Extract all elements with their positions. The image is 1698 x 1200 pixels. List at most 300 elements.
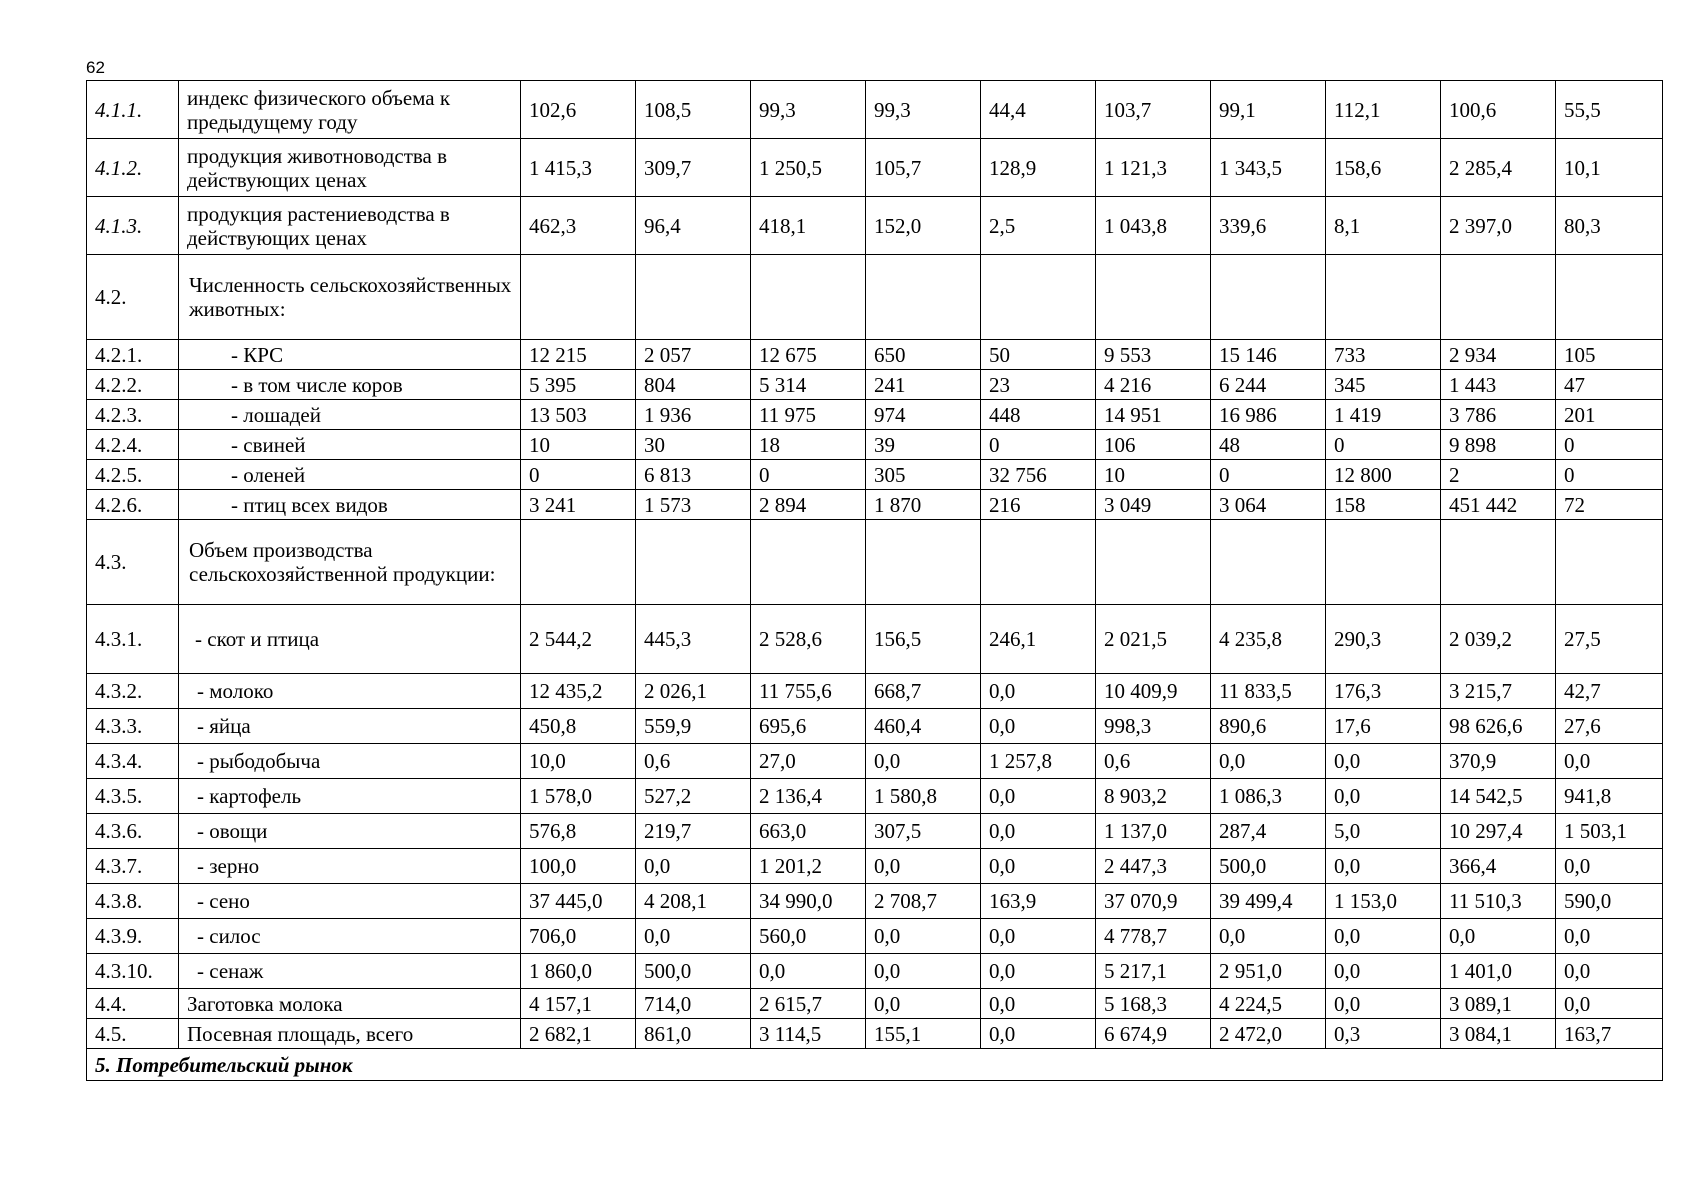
value-cell: 2 544,2 xyxy=(521,605,636,674)
value-cell: 418,1 xyxy=(751,197,866,255)
value-cell: 560,0 xyxy=(751,919,866,954)
row-code: 4.1.1. xyxy=(87,81,179,139)
value-cell: 2 615,7 xyxy=(751,989,866,1019)
table-row xyxy=(87,849,1663,884)
row-code: 4.3. xyxy=(87,520,179,605)
value-cell: 96,4 xyxy=(636,197,751,255)
row-code: 4.4. xyxy=(87,989,179,1019)
row-label: - картофель xyxy=(179,779,521,814)
value-cell: 0,0 xyxy=(636,919,751,954)
value-cell: 11 755,6 xyxy=(751,674,866,709)
value-cell: 14 951 xyxy=(1096,400,1211,430)
value-cell xyxy=(1441,255,1556,340)
value-cell xyxy=(1096,255,1211,340)
row-code: 4.2.4. xyxy=(87,430,179,460)
table-row xyxy=(87,340,1663,370)
value-cell: 2 447,3 xyxy=(1096,849,1211,884)
value-cell: 0,0 xyxy=(1326,849,1441,884)
value-cell: 0 xyxy=(1556,430,1663,460)
value-cell: 706,0 xyxy=(521,919,636,954)
value-cell: 219,7 xyxy=(636,814,751,849)
table-row xyxy=(87,81,1663,139)
value-cell: 27,6 xyxy=(1556,709,1663,744)
value-cell: 1 503,1 xyxy=(1556,814,1663,849)
value-cell: 106 xyxy=(1096,430,1211,460)
row-label: - скот и птица xyxy=(179,605,521,674)
row-code: 4.2.6. xyxy=(87,490,179,520)
value-cell: 163,9 xyxy=(981,884,1096,919)
table-row xyxy=(87,430,1663,460)
value-cell: 37 070,9 xyxy=(1096,884,1211,919)
value-cell xyxy=(1326,255,1441,340)
value-cell: 0,0 xyxy=(981,709,1096,744)
value-cell: 890,6 xyxy=(1211,709,1326,744)
value-cell: 2 682,1 xyxy=(521,1019,636,1049)
value-cell xyxy=(521,520,636,605)
table-row xyxy=(87,460,1663,490)
value-cell: 11 833,5 xyxy=(1211,674,1326,709)
value-cell: 27,0 xyxy=(751,744,866,779)
value-cell: 1 419 xyxy=(1326,400,1441,430)
row-code: 4.3.1. xyxy=(87,605,179,674)
row-label: Заготовка молока xyxy=(179,989,521,1019)
value-cell: 0 xyxy=(981,430,1096,460)
value-cell: 11 975 xyxy=(751,400,866,430)
value-cell xyxy=(751,255,866,340)
row-label: продукция растениеводства в действующих ценах xyxy=(179,197,521,255)
value-cell: 1 201,2 xyxy=(751,849,866,884)
value-cell: 16 986 xyxy=(1211,400,1326,430)
value-cell: 12 675 xyxy=(751,340,866,370)
value-cell: 176,3 xyxy=(1326,674,1441,709)
value-cell: 2 708,7 xyxy=(866,884,981,919)
value-cell: 128,9 xyxy=(981,139,1096,197)
value-cell: 527,2 xyxy=(636,779,751,814)
value-cell: 11 510,3 xyxy=(1441,884,1556,919)
value-cell: 0,0 xyxy=(981,779,1096,814)
value-cell: 10 xyxy=(521,430,636,460)
row-code: 4.2.5. xyxy=(87,460,179,490)
value-cell: 163,7 xyxy=(1556,1019,1663,1049)
value-cell: 2 894 xyxy=(751,490,866,520)
value-cell: 152,0 xyxy=(866,197,981,255)
value-cell xyxy=(981,520,1096,605)
row-label: Объем производства сельскохозяйственной продукции: xyxy=(179,520,521,605)
value-cell xyxy=(1096,520,1211,605)
row-label: индекс физического объема к предыдущему году xyxy=(179,81,521,139)
value-cell: 0,0 xyxy=(1326,989,1441,1019)
table-row xyxy=(87,744,1663,779)
value-cell: 0,0 xyxy=(981,989,1096,1019)
table-row xyxy=(87,954,1663,989)
value-cell: 0,0 xyxy=(1556,989,1663,1019)
value-cell: 0,0 xyxy=(636,849,751,884)
table-row xyxy=(87,674,1663,709)
value-cell: 0,0 xyxy=(866,919,981,954)
section-heading: 5. Потребительский рынок xyxy=(87,1049,1663,1081)
value-cell: 1 153,0 xyxy=(1326,884,1441,919)
value-cell: 0,0 xyxy=(1211,744,1326,779)
row-code: 4.3.9. xyxy=(87,919,179,954)
value-cell: 1 870 xyxy=(866,490,981,520)
value-cell: 3 084,1 xyxy=(1441,1019,1556,1049)
value-cell: 10,1 xyxy=(1556,139,1663,197)
value-cell: 5 395 xyxy=(521,370,636,400)
value-cell: 216 xyxy=(981,490,1096,520)
value-cell: 2 285,4 xyxy=(1441,139,1556,197)
value-cell: 2,5 xyxy=(981,197,1096,255)
value-cell: 4 216 xyxy=(1096,370,1211,400)
value-cell: 44,4 xyxy=(981,81,1096,139)
value-cell xyxy=(636,255,751,340)
value-cell: 5,0 xyxy=(1326,814,1441,849)
value-cell: 0 xyxy=(1211,460,1326,490)
value-cell: 2 472,0 xyxy=(1211,1019,1326,1049)
value-cell: 3 786 xyxy=(1441,400,1556,430)
row-code: 4.2.3. xyxy=(87,400,179,430)
value-cell: 339,6 xyxy=(1211,197,1326,255)
value-cell: 15 146 xyxy=(1211,340,1326,370)
row-code: 4.3.10. xyxy=(87,954,179,989)
value-cell: 6 674,9 xyxy=(1096,1019,1211,1049)
value-cell: 0,0 xyxy=(866,989,981,1019)
value-cell: 98 626,6 xyxy=(1441,709,1556,744)
value-cell: 0,0 xyxy=(1556,744,1663,779)
row-label: - КРС xyxy=(179,340,521,370)
row-code: 4.5. xyxy=(87,1019,179,1049)
row-code: 4.1.3. xyxy=(87,197,179,255)
value-cell: 105,7 xyxy=(866,139,981,197)
row-code: 4.2.2. xyxy=(87,370,179,400)
value-cell: 4 235,8 xyxy=(1211,605,1326,674)
table-row xyxy=(87,490,1663,520)
row-label: - молоко xyxy=(179,674,521,709)
value-cell: 0 xyxy=(751,460,866,490)
value-cell: 2 397,0 xyxy=(1441,197,1556,255)
value-cell: 998,3 xyxy=(1096,709,1211,744)
table-row xyxy=(87,989,1663,1019)
value-cell: 2 021,5 xyxy=(1096,605,1211,674)
row-label: - сено xyxy=(179,884,521,919)
row-label: - оленей xyxy=(179,460,521,490)
value-cell xyxy=(1556,520,1663,605)
row-code: 4.3.4. xyxy=(87,744,179,779)
table-row xyxy=(87,884,1663,919)
value-cell: 155,1 xyxy=(866,1019,981,1049)
value-cell: 108,5 xyxy=(636,81,751,139)
value-cell: 99,1 xyxy=(1211,81,1326,139)
value-cell: 42,7 xyxy=(1556,674,1663,709)
value-cell: 103,7 xyxy=(1096,81,1211,139)
value-cell: 345 xyxy=(1326,370,1441,400)
value-cell: 10 297,4 xyxy=(1441,814,1556,849)
value-cell: 2 039,2 xyxy=(1441,605,1556,674)
row-code: 4.3.8. xyxy=(87,884,179,919)
table-row xyxy=(87,814,1663,849)
value-cell: 0,0 xyxy=(1326,744,1441,779)
value-cell: 0,0 xyxy=(1326,954,1441,989)
row-code: 4.3.7. xyxy=(87,849,179,884)
value-cell: 47 xyxy=(1556,370,1663,400)
row-code: 4.3.5. xyxy=(87,779,179,814)
value-cell: 462,3 xyxy=(521,197,636,255)
value-cell: 1 043,8 xyxy=(1096,197,1211,255)
row-label: - свиней xyxy=(179,430,521,460)
table-row xyxy=(87,139,1663,197)
row-label: - яйца xyxy=(179,709,521,744)
value-cell: 13 503 xyxy=(521,400,636,430)
value-cell: 158,6 xyxy=(1326,139,1441,197)
value-cell: 0,0 xyxy=(981,849,1096,884)
value-cell xyxy=(866,255,981,340)
value-cell: 0,0 xyxy=(981,1019,1096,1049)
value-cell: 14 542,5 xyxy=(1441,779,1556,814)
value-cell: 804 xyxy=(636,370,751,400)
value-cell: 559,9 xyxy=(636,709,751,744)
value-cell: 307,5 xyxy=(866,814,981,849)
value-cell: 0,0 xyxy=(751,954,866,989)
table-row xyxy=(87,197,1663,255)
value-cell: 5 314 xyxy=(751,370,866,400)
value-cell: 1 250,5 xyxy=(751,139,866,197)
value-cell: 445,3 xyxy=(636,605,751,674)
value-cell: 3 241 xyxy=(521,490,636,520)
value-cell xyxy=(981,255,1096,340)
value-cell: 99,3 xyxy=(866,81,981,139)
row-label: - овощи xyxy=(179,814,521,849)
value-cell: 100,6 xyxy=(1441,81,1556,139)
value-cell: 2 136,4 xyxy=(751,779,866,814)
value-cell: 4 157,1 xyxy=(521,989,636,1019)
value-cell: 500,0 xyxy=(1211,849,1326,884)
value-cell: 4 224,5 xyxy=(1211,989,1326,1019)
row-label: - зерно xyxy=(179,849,521,884)
row-label: - силос xyxy=(179,919,521,954)
value-cell: 1 936 xyxy=(636,400,751,430)
value-cell: 5 168,3 xyxy=(1096,989,1211,1019)
value-cell: 37 445,0 xyxy=(521,884,636,919)
table-row xyxy=(87,605,1663,674)
value-cell: 17,6 xyxy=(1326,709,1441,744)
value-cell: 0,0 xyxy=(866,849,981,884)
row-code: 4.1.2. xyxy=(87,139,179,197)
value-cell: 9 898 xyxy=(1441,430,1556,460)
row-label: Посевная площадь, всего xyxy=(179,1019,521,1049)
value-cell: 23 xyxy=(981,370,1096,400)
table-row xyxy=(87,520,1663,605)
value-cell: 576,8 xyxy=(521,814,636,849)
value-cell: 10 409,9 xyxy=(1096,674,1211,709)
value-cell: 714,0 xyxy=(636,989,751,1019)
value-cell xyxy=(636,520,751,605)
row-label: - в том числе коров xyxy=(179,370,521,400)
value-cell: 861,0 xyxy=(636,1019,751,1049)
value-cell: 0,0 xyxy=(1326,779,1441,814)
value-cell: 2 528,6 xyxy=(751,605,866,674)
value-cell: 102,6 xyxy=(521,81,636,139)
value-cell: 650 xyxy=(866,340,981,370)
value-cell: 0 xyxy=(1326,430,1441,460)
value-cell: 5 217,1 xyxy=(1096,954,1211,989)
value-cell: 0,0 xyxy=(981,954,1096,989)
value-cell: 9 553 xyxy=(1096,340,1211,370)
value-cell: 0,0 xyxy=(866,744,981,779)
value-cell: 305 xyxy=(866,460,981,490)
value-cell: 1 578,0 xyxy=(521,779,636,814)
value-cell: 460,4 xyxy=(866,709,981,744)
table-row xyxy=(87,255,1663,340)
value-cell: 1 860,0 xyxy=(521,954,636,989)
value-cell: 0,6 xyxy=(636,744,751,779)
value-cell: 201 xyxy=(1556,400,1663,430)
value-cell: 3 064 xyxy=(1211,490,1326,520)
value-cell xyxy=(1556,255,1663,340)
value-cell: 30 xyxy=(636,430,751,460)
value-cell: 974 xyxy=(866,400,981,430)
row-code: 4.3.6. xyxy=(87,814,179,849)
section-row xyxy=(87,1049,1663,1081)
value-cell: 0 xyxy=(1556,460,1663,490)
value-cell xyxy=(751,520,866,605)
table-row xyxy=(87,919,1663,954)
value-cell: 50 xyxy=(981,340,1096,370)
value-cell: 3 114,5 xyxy=(751,1019,866,1049)
value-cell xyxy=(1326,520,1441,605)
value-cell: 309,7 xyxy=(636,139,751,197)
value-cell: 0,0 xyxy=(1556,919,1663,954)
value-cell: 80,3 xyxy=(1556,197,1663,255)
value-cell: 55,5 xyxy=(1556,81,1663,139)
value-cell: 1 121,3 xyxy=(1096,139,1211,197)
value-cell: 2 057 xyxy=(636,340,751,370)
value-cell: 8 903,2 xyxy=(1096,779,1211,814)
value-cell: 1 401,0 xyxy=(1441,954,1556,989)
value-cell: 72 xyxy=(1556,490,1663,520)
value-cell: 1 343,5 xyxy=(1211,139,1326,197)
value-cell: 99,3 xyxy=(751,81,866,139)
value-cell: 10 xyxy=(1096,460,1211,490)
row-label: - птиц всех видов xyxy=(179,490,521,520)
value-cell: 1 443 xyxy=(1441,370,1556,400)
value-cell: 8,1 xyxy=(1326,197,1441,255)
value-cell: 100,0 xyxy=(521,849,636,884)
row-label: - сенаж xyxy=(179,954,521,989)
row-label: - лошадей xyxy=(179,400,521,430)
value-cell: 2 026,1 xyxy=(636,674,751,709)
value-cell: 0 xyxy=(521,460,636,490)
value-cell: 12 435,2 xyxy=(521,674,636,709)
value-cell: 0,0 xyxy=(866,954,981,989)
value-cell: 0,0 xyxy=(1326,919,1441,954)
value-cell: 668,7 xyxy=(866,674,981,709)
value-cell: 1 580,8 xyxy=(866,779,981,814)
table-row xyxy=(87,400,1663,430)
value-cell: 48 xyxy=(1211,430,1326,460)
value-cell: 112,1 xyxy=(1326,81,1441,139)
value-cell: 290,3 xyxy=(1326,605,1441,674)
value-cell: 2 xyxy=(1441,460,1556,490)
value-cell: 448 xyxy=(981,400,1096,430)
value-cell: 0,0 xyxy=(981,814,1096,849)
value-cell: 733 xyxy=(1326,340,1441,370)
value-cell: 370,9 xyxy=(1441,744,1556,779)
table-row xyxy=(87,779,1663,814)
statistics-table xyxy=(86,80,1663,1081)
value-cell: 450,8 xyxy=(521,709,636,744)
value-cell: 1 086,3 xyxy=(1211,779,1326,814)
value-cell xyxy=(1211,520,1326,605)
value-cell: 6 813 xyxy=(636,460,751,490)
value-cell: 12 215 xyxy=(521,340,636,370)
value-cell: 287,4 xyxy=(1211,814,1326,849)
row-label: продукция животноводства в действующих ценах xyxy=(179,139,521,197)
value-cell: 941,8 xyxy=(1556,779,1663,814)
row-label: Численность сельскохозяйственных животных: xyxy=(179,255,521,340)
value-cell: 0,0 xyxy=(1441,919,1556,954)
value-cell: 34 990,0 xyxy=(751,884,866,919)
value-cell: 1 137,0 xyxy=(1096,814,1211,849)
value-cell: 2 951,0 xyxy=(1211,954,1326,989)
value-cell: 158 xyxy=(1326,490,1441,520)
value-cell: 0,0 xyxy=(1556,849,1663,884)
value-cell: 4 208,1 xyxy=(636,884,751,919)
value-cell: 10,0 xyxy=(521,744,636,779)
row-code: 4.2. xyxy=(87,255,179,340)
value-cell: 0,0 xyxy=(1211,919,1326,954)
value-cell: 12 800 xyxy=(1326,460,1441,490)
value-cell: 105 xyxy=(1556,340,1663,370)
table-row xyxy=(87,370,1663,400)
value-cell: 6 244 xyxy=(1211,370,1326,400)
value-cell: 156,5 xyxy=(866,605,981,674)
value-cell: 18 xyxy=(751,430,866,460)
value-cell: 32 756 xyxy=(981,460,1096,490)
value-cell: 663,0 xyxy=(751,814,866,849)
value-cell: 0,6 xyxy=(1096,744,1211,779)
value-cell xyxy=(521,255,636,340)
value-cell: 3 049 xyxy=(1096,490,1211,520)
value-cell xyxy=(866,520,981,605)
value-cell: 3 215,7 xyxy=(1441,674,1556,709)
value-cell: 1 257,8 xyxy=(981,744,1096,779)
row-code: 4.2.1. xyxy=(87,340,179,370)
value-cell: 451 442 xyxy=(1441,490,1556,520)
table-row xyxy=(87,1019,1663,1049)
value-cell: 590,0 xyxy=(1556,884,1663,919)
value-cell: 4 778,7 xyxy=(1096,919,1211,954)
value-cell: 0,0 xyxy=(981,919,1096,954)
row-label: - рыбодобыча xyxy=(179,744,521,779)
value-cell: 695,6 xyxy=(751,709,866,744)
value-cell: 1 415,3 xyxy=(521,139,636,197)
value-cell: 366,4 xyxy=(1441,849,1556,884)
value-cell: 39 xyxy=(866,430,981,460)
value-cell: 27,5 xyxy=(1556,605,1663,674)
value-cell: 0,0 xyxy=(981,674,1096,709)
value-cell: 0,3 xyxy=(1326,1019,1441,1049)
value-cell: 1 573 xyxy=(636,490,751,520)
value-cell: 246,1 xyxy=(981,605,1096,674)
table-row xyxy=(87,709,1663,744)
value-cell: 241 xyxy=(866,370,981,400)
value-cell: 39 499,4 xyxy=(1211,884,1326,919)
value-cell: 500,0 xyxy=(636,954,751,989)
value-cell: 2 934 xyxy=(1441,340,1556,370)
value-cell: 3 089,1 xyxy=(1441,989,1556,1019)
value-cell: 0,0 xyxy=(1556,954,1663,989)
value-cell xyxy=(1441,520,1556,605)
row-code: 4.3.2. xyxy=(87,674,179,709)
